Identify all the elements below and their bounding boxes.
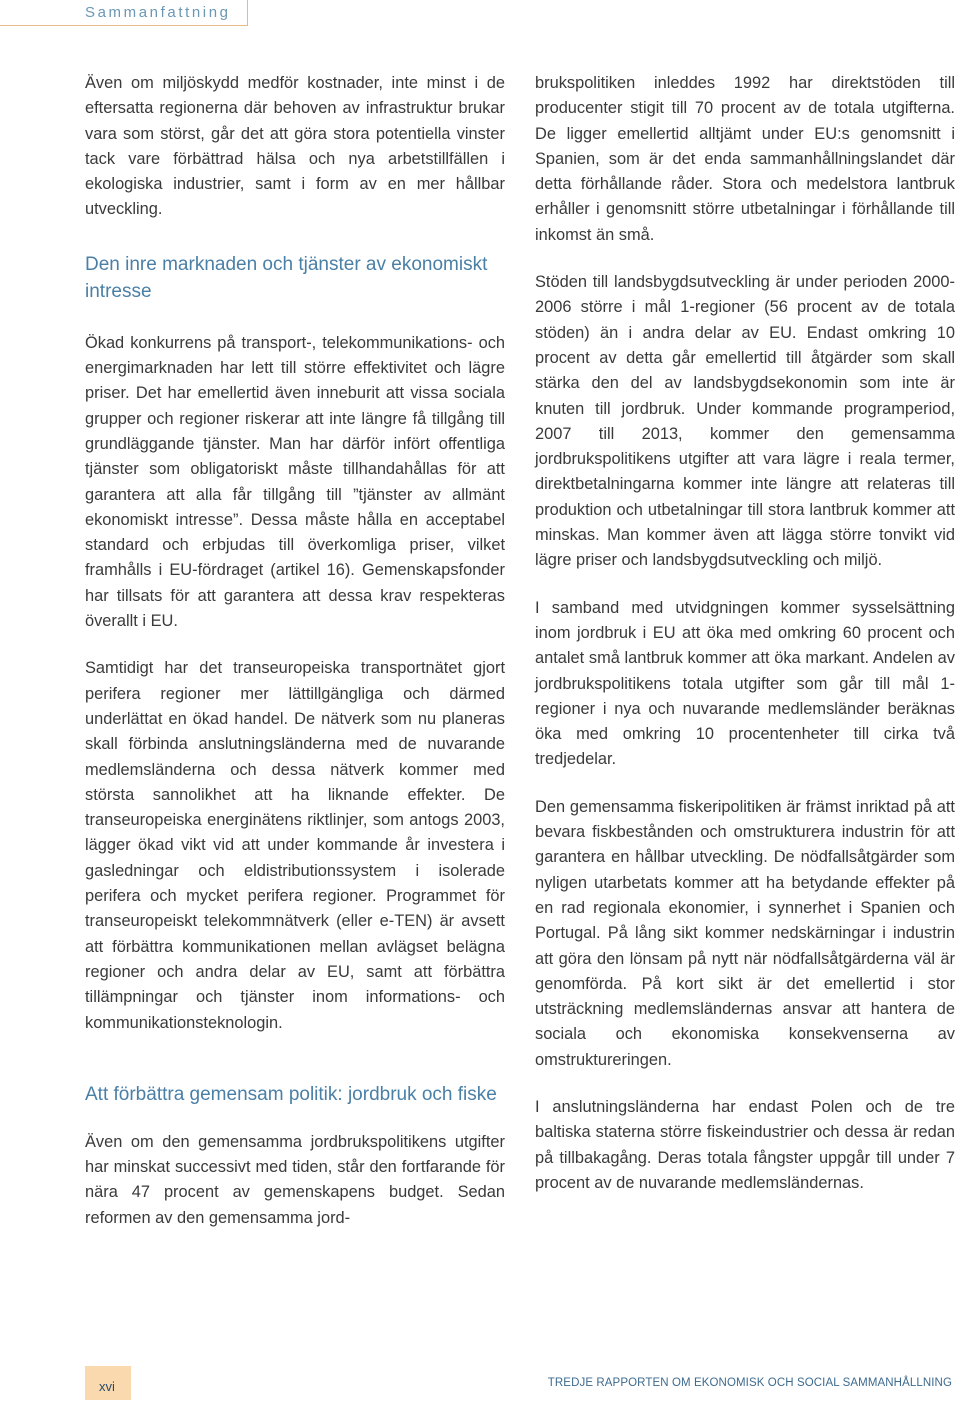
right-column	[535, 71, 955, 1196]
running-title: TREDJE RAPPORTEN OM EKONOMISK OCH SOCIAL SAMMANHÅLLNING	[547, 1377, 952, 1389]
section-tab	[0, 0, 248, 26]
paragraph-competition: Ökad konkurrens på transport-, telekommunikations- och energimarknaden har lett till större effektivitet och lägre priser. Det har emellertid även inneburit att vissa sociala grupper och regioner riskerar att inte längre få tillgång till grundläggande tjänster. Man har därför infört offentliga tjänster som obligatoriskt måste tillhandahållas för att garantera att alla får tillgång till ”tjänster av allmänt ekonomiskt intresse”. Dessa måste hålla en acceptabel standard och erbjudas till överkomliga priser, vilket framhålls i EU-fördraget (artikel 16). Gemenskapsfonder har tillsats för att garantera att dessa krav respekteras överallt i EU.	[85, 333, 505, 631]
intro-paragraph: Även om miljöskydd medför kostnader, inte minst i de eftersatta regionerna där behoven av infrastruktur brukar vara som störst, går det att göra stora potentiella vinster tack vare förbättrad hälsa och nya arbetstillfällen i ekologiska industrier, samt i form av en mer hållbar utveckling.	[85, 74, 505, 219]
left-column	[85, 71, 505, 1231]
section-label: Sammanfattning	[85, 4, 231, 21]
paragraph-enlargement-employment: I samband med utvidgningen kommer sysselsättning inom jordbruk i EU att öka med omkring 60 procent och antalet små lantbruk kommer att öka markant. Andelen av jordbrukspolitikens totala utgifter som går till mål 1-regioner i nya och nuvarande medlemsländer beräknas öka med omkring 10 procentenheter till cirka två tredjedelar.	[535, 598, 955, 769]
heading-common-policy: Att förbättra gemensam politik: jordbruk och fiske	[85, 1083, 497, 1105]
paragraph-transport-network: Samtidigt har det transeuropeiska transportnätet gjort perifera regioner mer lättillgängliga och därmed underlättat en ökad handel. De nätverk som nu planeras skall förbinda anslutningsländerna med de nuvarande medlemsländerna och dessa nätverk kommer med största sannolikhet att ha liknande effekter. De transeuropeiska energinätens riktlinjer, som antogs 2003, lägger ökad vikt vid att under kommande år investera i gasledningar och eldistributionssystem i isolerade perifera och mycket perifera regioner. Programmet för transeuropeiskt telekommnätverk (eller e-TEN) är avsett att förbättra kommunikationen mellan avlägset belägna regioner och andra delar av EU, samt att förbättra tillämpningar och tjänster inom informations- och kommunikationsteknologin.	[85, 659, 505, 1032]
heading-inner-market: Den inre marknaden och tjänster av ekonomiskt intresse	[85, 253, 488, 302]
paragraph-rural-development: Stöden till landsbygdsutveckling är under perioden 2000-2006 större i mål 1-regioner (56 procent av de totala stöden) än i andra delar av EU. Endast omkring 10 procent av detta går emellertid till åtgärder som skall stärka den del av landsbygdsekonomin som inte är knuten till jordbruk. Under kommande programperiod, 2007 till 2013, kommer den gemensamma jordbrukspolitikens utgifter att vara lägre i reala termer, direktbetalningarna kommer inte längre att relateras till produktion och utbetalningar till stora lantbruk kommer att minskas. Man kommer även att lägga större tonvikt vid lägre priser och landsbygdsutveckling och miljö.	[535, 273, 955, 570]
page-number: xvi	[99, 1379, 115, 1394]
paragraph-fisheries-policy: Den gemensamma fiskeripolitiken är främst inriktad på att bevara fiskbestånden och omstrukturera industrin för att garantera en hållbar utveckling. De nödfallsåtgärder som nyligen utarbetats kommer att ha betydande effekter på en rad regionala ekonomier, i synnerhet i Spanien och Portugal. På lång sikt kommer nedskärningar i industrin att göra den lönsam på nytt när nödfallsåtgärderna väl är genomförda. På kort sikt är det emellertid i stor utsträckning medlemsländernas ansvar att hantera de sociala och ekonomiska konsekvenserna av omstruktureringen.	[535, 797, 955, 1069]
page-number-box	[85, 1366, 131, 1400]
paragraph-agriculture-budget: Även om den gemensamma jordbrukspolitikens utgifter har minskat successivt med tiden, står den fortfarande för nära 47 procent av gemenskapens budget. Sedan reformen av den gemensamma jord-	[85, 1132, 505, 1227]
paragraph-direct-support: brukspolitiken inleddes 1992 har direktstöden till producenter stigit till 70 procent av de totala utgifterna. De ligger emellertid alltjämt under EU:s genomsnitt i Spanien, som är det enda sammanhållningslandet där detta förhållande råder. Stora och medelstora lantbruk erhåller i genomsnitt större utbetalningar i förhållande till inkomst än små.	[535, 74, 955, 244]
paragraph-accession-fisheries: I anslutningsländerna har endast Polen och de tre baltiska staterna större fiskeindustrier och dessa är redan på tillbakagång. Deras totala fångster uppgår till under 7 procent av de nuvarande medlemsländernas.	[535, 1097, 955, 1192]
